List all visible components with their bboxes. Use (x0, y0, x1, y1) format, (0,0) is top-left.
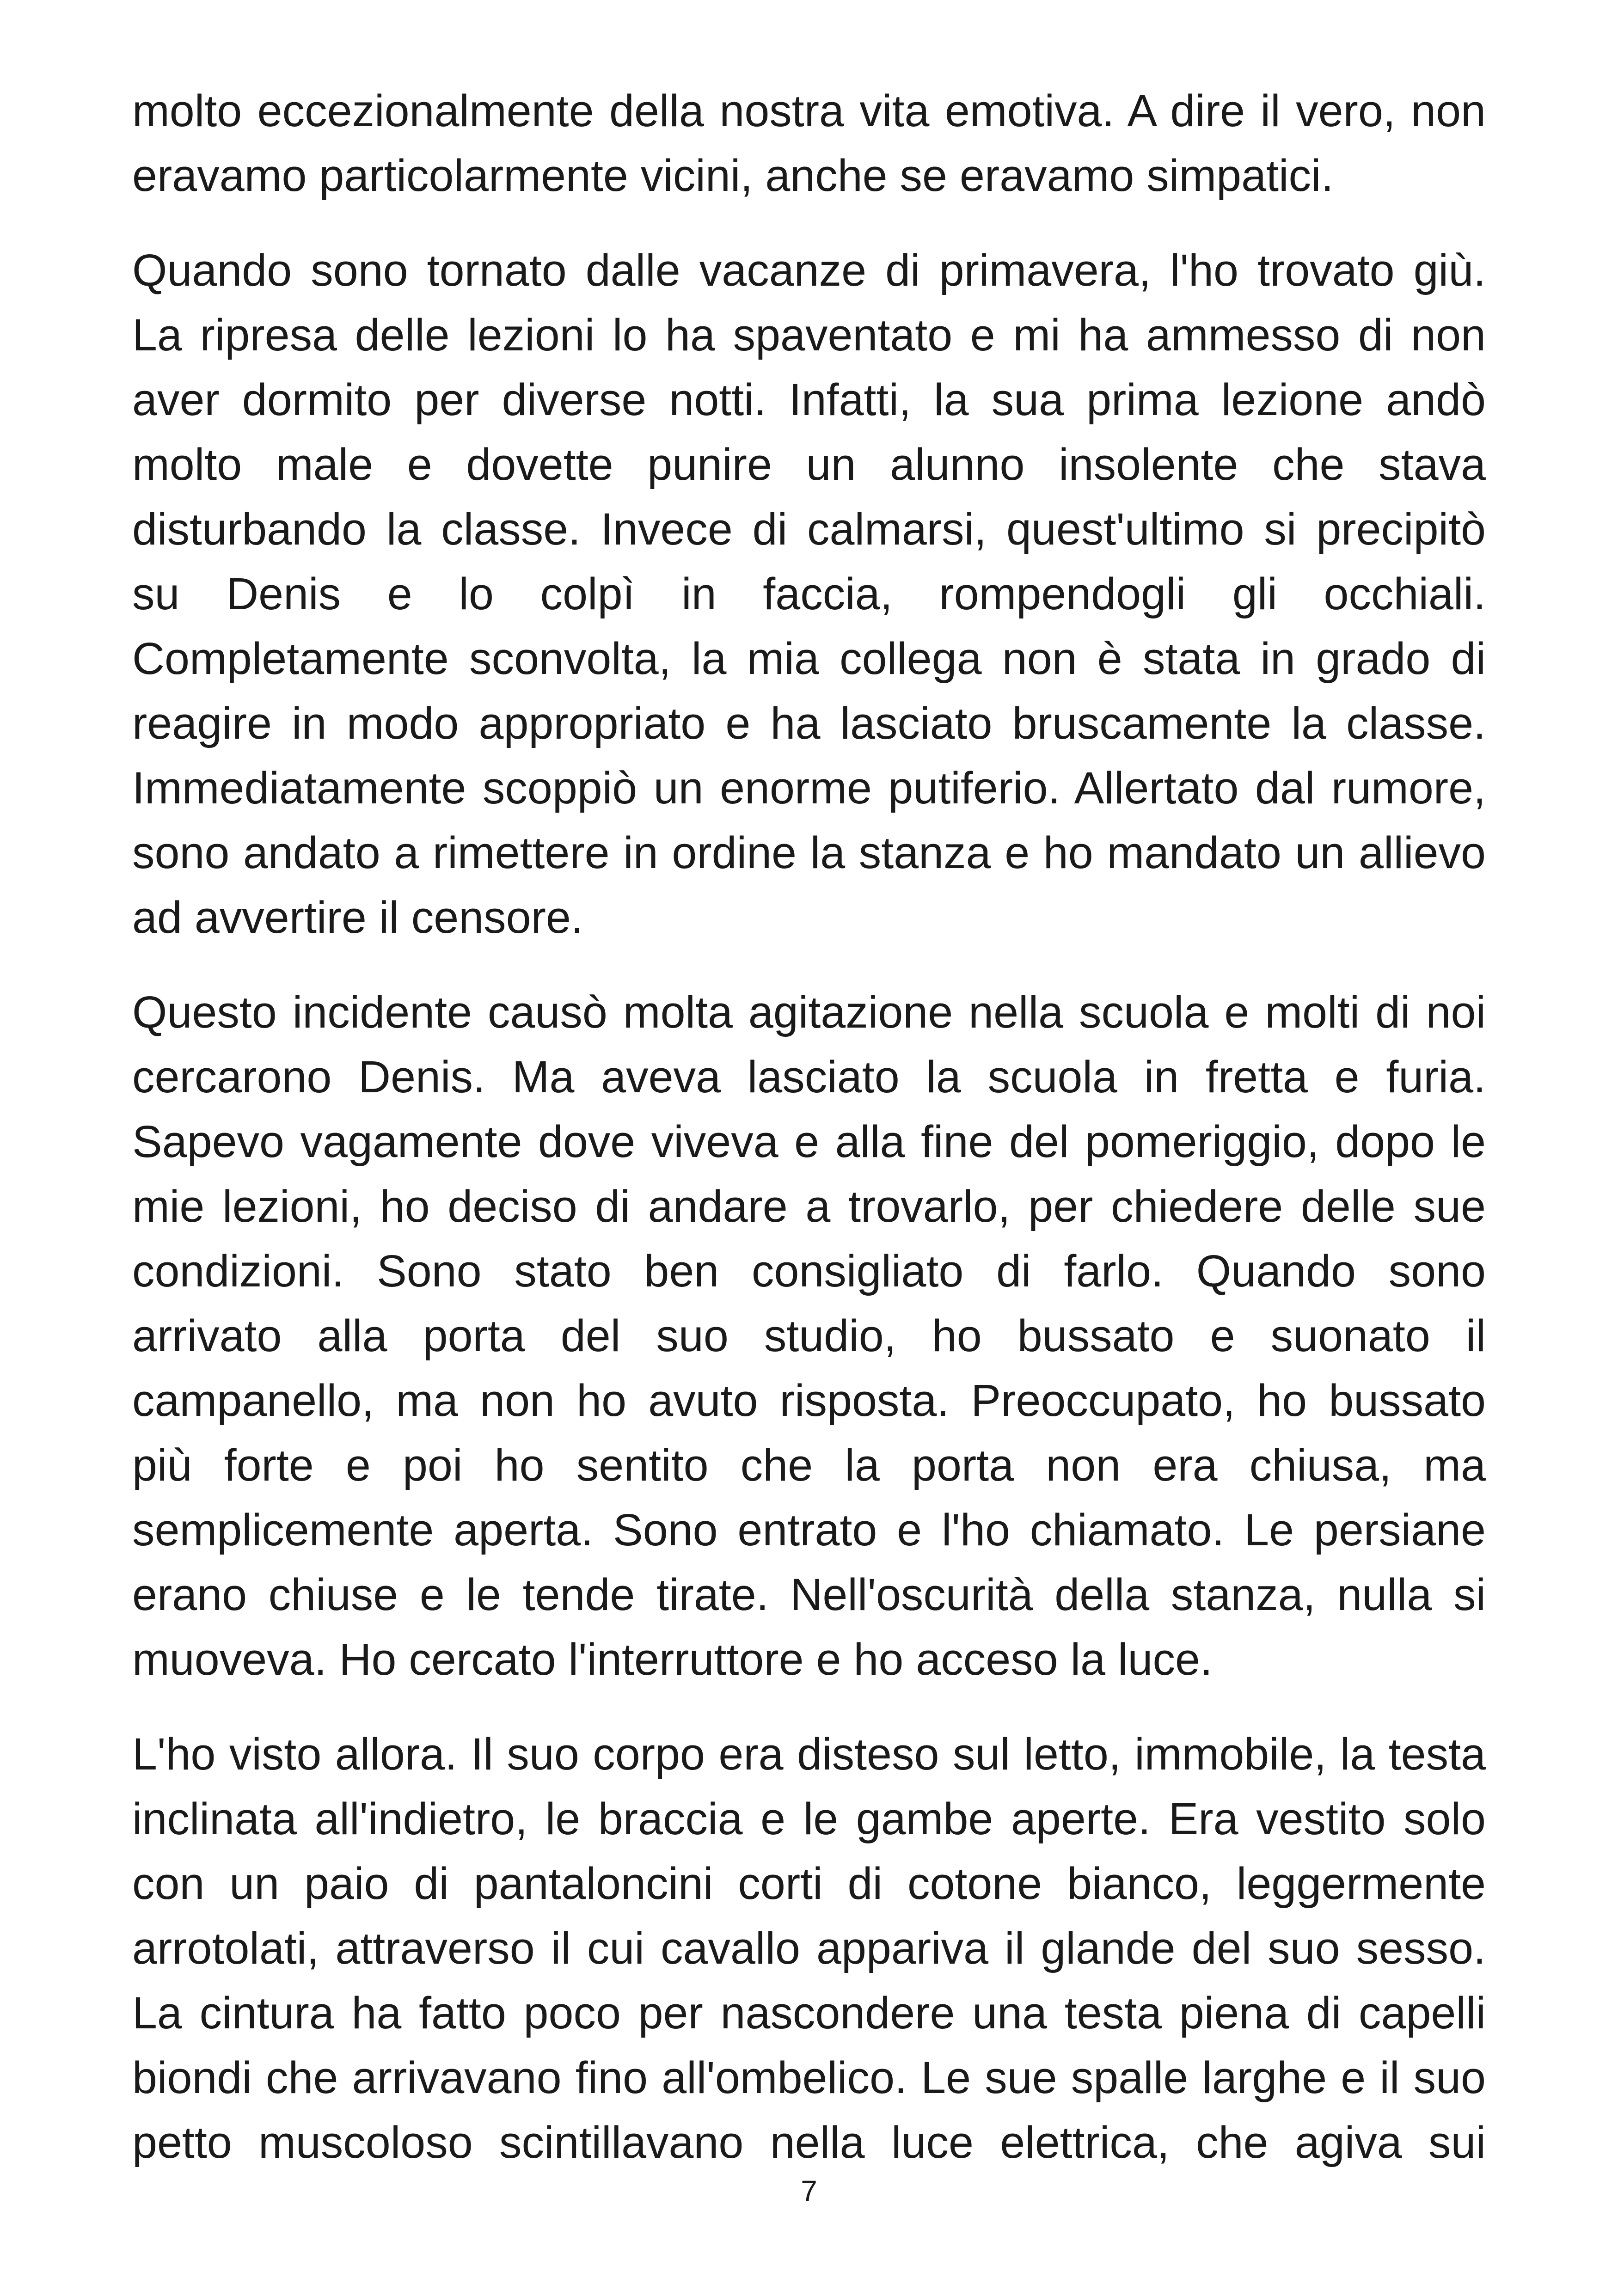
text-line: Completamente sconvolta, la mia collega non è stata in grado di (132, 633, 1486, 684)
text-line: L'ho visto allora. Il suo corpo era disteso sul letto, immobile, la testa (132, 1729, 1486, 1779)
text-line: disturbando la classe. Invece di calmarsi, quest'ultimo si precipitò (132, 504, 1486, 554)
text-line: semplicemente aperta. Sono entrato e l'ho chiamato. Le persiane (132, 1505, 1486, 1555)
text-line: Sapevo vagamente dove viveva e alla fine del pomeriggio, dopo le (132, 1116, 1486, 1167)
text-line: sono andato a rimettere in ordine la stanza e ho mandato un allievo (132, 827, 1486, 878)
text-line: arrivato alla porta del suo studio, ho bussato e suonato il (132, 1310, 1486, 1361)
text-body (132, 79, 1486, 2205)
text-line: molto male e dovette punire un alunno insolente che stava (132, 439, 1486, 490)
text-line: petto muscoloso scintillavano nella luce elettrica, che agiva sui (132, 2117, 1486, 2167)
text-line: Questo incidente causò molta agitazione nella scuola e molti di noi (132, 987, 1486, 1037)
text-line: muoveva. Ho cercato l'interruttore e ho acceso la luce. (132, 1634, 1213, 1684)
text-line: La ripresa delle lezioni lo ha spaventato e mi ha ammesso di non (132, 310, 1486, 360)
text-line: molto eccezionalmente della nostra vita emotiva. A dire il vero, non (132, 86, 1486, 136)
text-line: biondi che arrivavano fino all'ombelico. Le sue spalle larghe e il suo (132, 2052, 1486, 2103)
text-line: arrotolati, attraverso il cui cavallo appariva il glande del suo sesso. (132, 1923, 1486, 1973)
text-line: con un paio di pantaloncini corti di cotone bianco, leggermente (132, 1858, 1486, 1909)
paragraph-1 (132, 79, 1486, 208)
text-line: più forte e poi ho sentito che la porta non era chiusa, ma (132, 1440, 1486, 1490)
text-line: condizioni. Sono stato ben consigliato di farlo. Quando sono (132, 1246, 1486, 1296)
text-line: inclinata all'indietro, le braccia e le gambe aperte. Era vestito solo (132, 1794, 1486, 1844)
text-line: campanello, ma non ho avuto risposta. Preoccupato, ho bussato (132, 1375, 1486, 1426)
text-line: eravamo particolarmente vicini, anche se eravamo simpatici. (132, 150, 1334, 201)
text-line: su Denis e lo colpì in faccia, rompendogli gli occhiali. (132, 569, 1486, 619)
page-number: 7 (801, 2174, 817, 2208)
text-line: ad avvertire il censore. (132, 892, 583, 943)
text-line: reagire in modo appropriato e ha lasciato bruscamente la classe. (132, 698, 1486, 748)
text-line: La cintura ha fatto poco per nascondere una testa piena di capelli (132, 1988, 1486, 2038)
paragraph-4 (132, 1722, 1486, 2175)
text-line: aver dormito per diverse notti. Infatti, la sua prima lezione andò (132, 374, 1486, 425)
text-line: mie lezioni, ho deciso di andare a trovarlo, per chiedere delle sue (132, 1181, 1486, 1231)
paragraph-3 (132, 980, 1486, 1692)
paragraph-2 (132, 238, 1486, 950)
text-line: Immediatamente scoppiò un enorme putiferio. Allertato dal rumore, (132, 763, 1486, 813)
text-line: erano chiuse e le tende tirate. Nell'oscurità della stanza, nulla si (132, 1569, 1486, 1620)
text-line: Quando sono tornato dalle vacanze di primavera, l'ho trovato giù. (132, 245, 1486, 295)
text-line: cercarono Denis. Ma aveva lasciato la scuola in fretta e furia. (132, 1052, 1486, 1102)
